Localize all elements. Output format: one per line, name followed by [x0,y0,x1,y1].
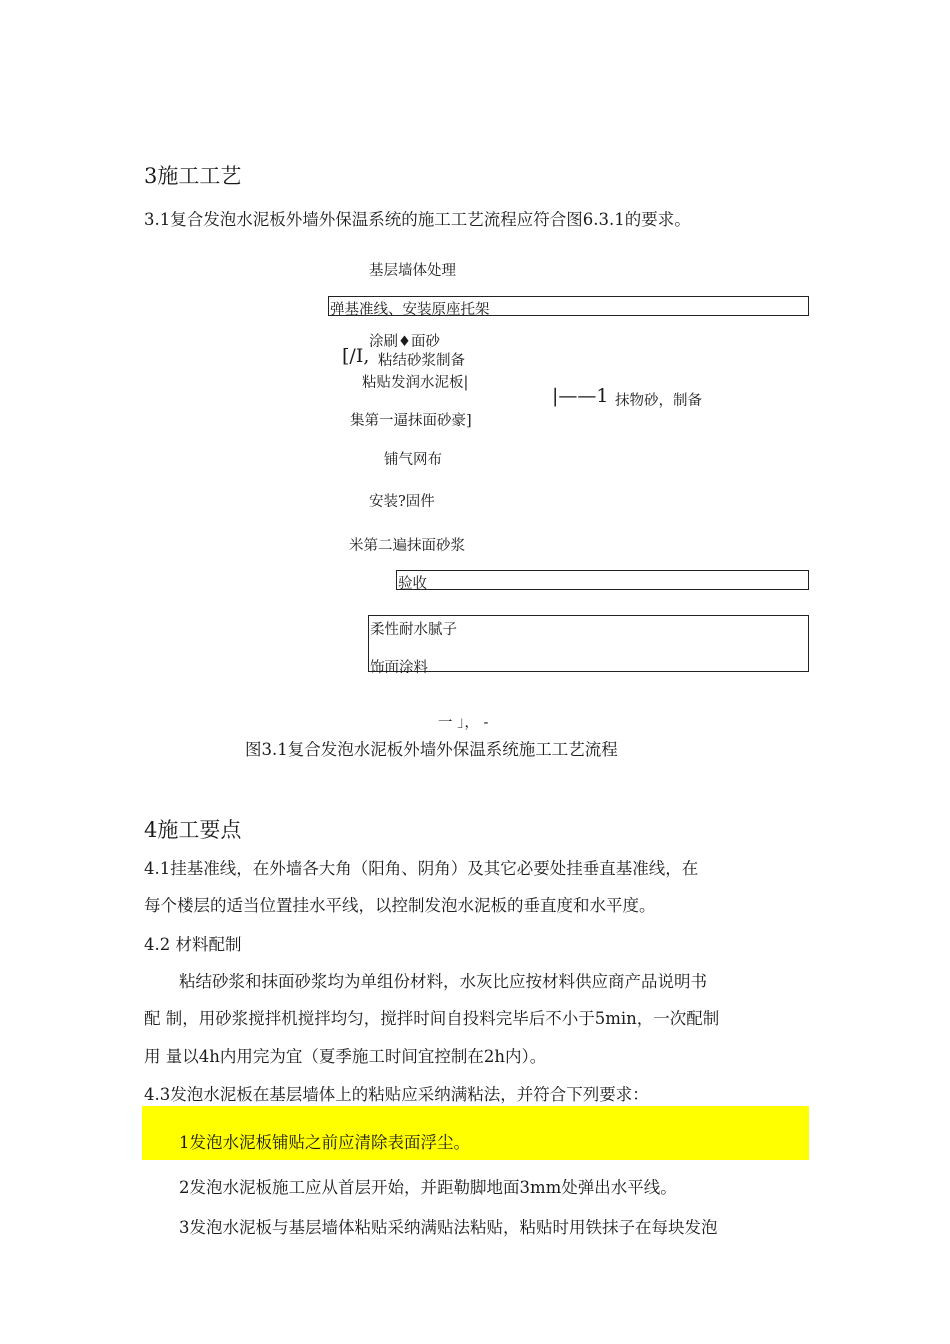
flow-box-acceptance [396,570,809,590]
flow-step-coating: 涂刷♦面砂 [369,334,440,350]
flow-step-paste-board: 粘贴发润水泥板| [362,375,469,391]
flow-step-mortar-prefix: [/Ⅰ, [342,345,370,367]
requirement-item-3: 3发泡水泥板与基层墙体粘贴采纳满贴法粘贴，粘贴时用铁抹子在每块发泡 [179,1218,718,1237]
paragraph-4-2-title: 4.2 材料配制 [144,935,242,954]
flow-marks: 一 」， - [438,715,489,731]
section-4-heading: 4施工要点 [144,818,242,842]
flow-step-mortar-prep: 粘结砂浆制备 [378,353,465,369]
paragraph-4-1-line-1: 4.1挂基准线，在外墙各大角（阳角、阴角）及其它必要处挂垂直基准线，在 [144,859,699,878]
section-3-heading: 3施工工艺 [144,164,242,188]
paragraph-4-2-line-2: 配 制，用砂浆搅拌机搅拌均匀，搅拌时间自投料完毕后不小于5min，一次配制 [144,1009,720,1028]
paragraph-4-2-line-1: 粘结砂浆和抹面砂浆均为单组份材料，水灰比应按材料供应商产品说明书 [179,972,707,991]
flow-step-base-wall: 基层墙体处理 [369,263,456,279]
flow-step-putty: 柔性耐水腻子 [370,622,457,638]
flow-step-second-coat: 米第二遍抹面砂浆 [349,538,465,554]
requirement-item-2: 2发泡水泥板施工应从首层开始，并距勒脚地面3mm处弹出水平线。 [179,1178,677,1197]
flow-side-step: 抹物砂，制备 [615,393,702,409]
flow-step-acceptance: 验收 [398,576,427,592]
flow-step-baseline: 弹基准线、安装原座托架 [330,302,490,318]
flow-step-paint: 饰面涂料 [370,660,428,676]
paragraph-3-1: 3.1复合发泡水泥板外墙外保温系统的施工工艺流程应符合图6.3.1的要求。 [144,210,691,229]
flow-side-prefix: |——1 [552,385,609,407]
flow-step-anchor: 安装?固件 [369,494,435,510]
flow-step-mesh: 铺气网布 [384,452,442,468]
figure-caption: 图3.1复合发泡水泥板外墙外保温系统施工工艺流程 [245,740,618,759]
flow-step-first-coat: 集第一逼抹面砂豪] [350,413,472,429]
paragraph-4-2-line-3: 用 量以4h内用完为宜（夏季施工时间宜控制在2h内）。 [144,1047,547,1066]
paragraph-4-1-line-2: 每个楼层的适当位置挂水平线，以控制发泡水泥板的垂直度和水平度。 [144,896,656,915]
requirement-item-1: 1发泡水泥板铺贴之前应清除表面浮尘。 [179,1133,470,1152]
paragraph-4-3: 4.3发泡水泥板在基层墙体上的粘贴应采纳满粘法，并符合下列要求： [144,1085,649,1104]
